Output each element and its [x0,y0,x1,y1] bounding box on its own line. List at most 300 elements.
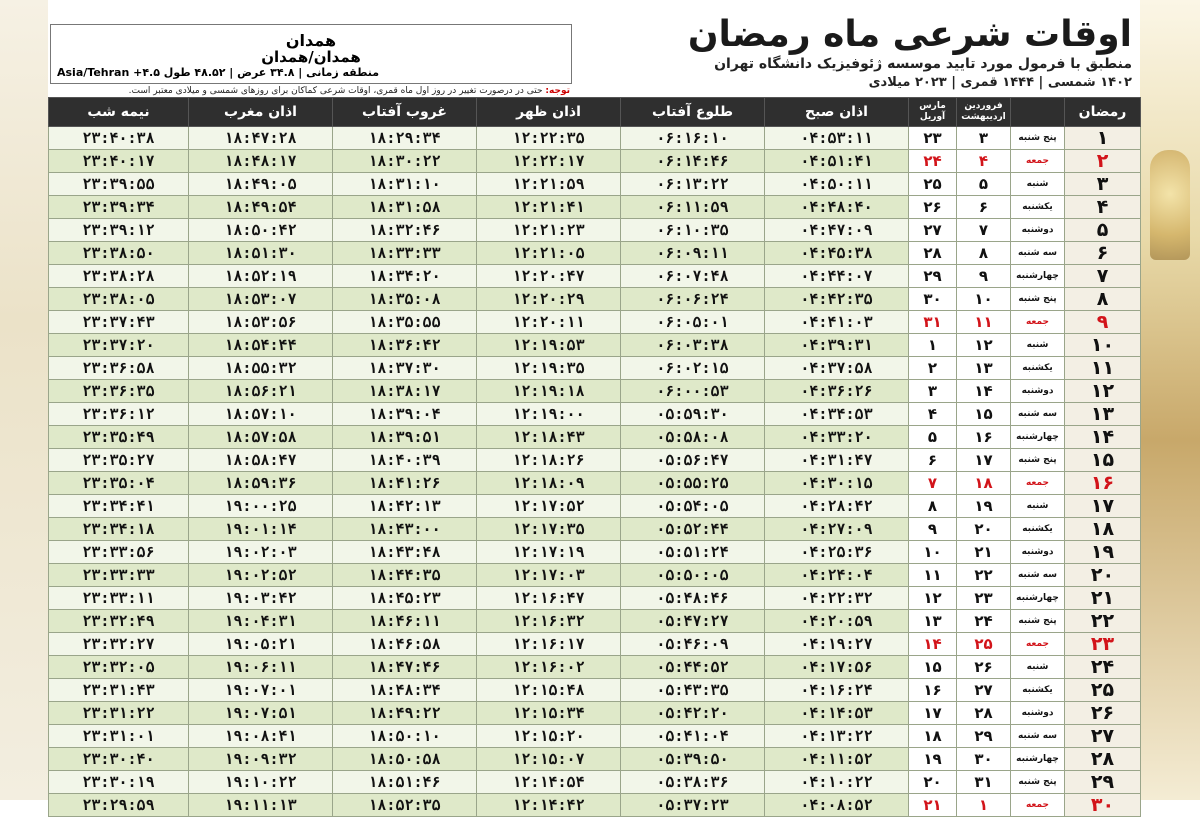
sunrise-time: ۰۶:۱۰:۳۵ [621,219,765,242]
ramadan-day: ۲۶ [1065,702,1141,725]
dhuhr-time: ۱۲:۱۵:۳۴ [477,702,621,725]
maghrib-time: ۱۸:۵۰:۴۲ [189,219,333,242]
march-day: ۲۶ [909,196,957,219]
ramadan-day: ۱۱ [1065,357,1141,380]
farvardin-day: ۱۲ [957,334,1011,357]
sunrise-time: ۰۵:۴۳:۳۵ [621,679,765,702]
weekday: یکشنبه [1011,518,1065,541]
city-name: همدان [285,31,337,50]
farvardin-day: ۹ [957,265,1011,288]
table-row [49,334,1141,357]
dhuhr-time: ۱۲:۲۱:۰۵ [477,242,621,265]
sunset-time: ۱۸:۴۷:۴۶ [333,656,477,679]
midnight-time: ۲۳:۳۵:۰۴ [49,472,189,495]
fajr-time: ۰۴:۴۵:۳۸ [765,242,909,265]
page-subtitle: منطبق با فرمول مورد تایید موسسه ژئوفیزیک دانشگاه تهران [714,56,1132,72]
sunset-time: ۱۸:۴۵:۲۳ [333,587,477,610]
weekday: چهارشنبه [1011,587,1065,610]
midnight-time: ۲۳:۳۹:۵۵ [49,173,189,196]
maghrib-time: ۱۸:۵۱:۳۰ [189,242,333,265]
fajr-time: ۰۴:۴۱:۰۳ [765,311,909,334]
maghrib-time: ۱۹:۰۳:۴۲ [189,587,333,610]
midnight-time: ۲۳:۳۲:۲۷ [49,633,189,656]
dhuhr-time: ۱۲:۱۹:۰۰ [477,403,621,426]
table-row [49,518,1141,541]
farvardin-day: ۸ [957,242,1011,265]
table-row [49,357,1141,380]
fajr-time: ۰۴:۲۵:۳۶ [765,541,909,564]
farvardin-day: ۳ [957,127,1011,150]
table-row [49,173,1141,196]
sunrise-time: ۰۶:۱۴:۴۶ [621,150,765,173]
march-day: ۱۴ [909,633,957,656]
weekday: دوشنبه [1011,702,1065,725]
march-day: ۱۱ [909,564,957,587]
midnight-time: ۲۳:۳۵:۲۷ [49,449,189,472]
fajr-time: ۰۴:۴۴:۰۷ [765,265,909,288]
midnight-time: ۲۳:۳۴:۱۸ [49,518,189,541]
ramadan-day: ۱۹ [1065,541,1141,564]
maghrib-time: ۱۸:۵۷:۱۰ [189,403,333,426]
ramadan-day: ۲۵ [1065,679,1141,702]
march-day: ۲۰ [909,771,957,794]
march-day: ۲۷ [909,219,957,242]
sunrise-time: ۰۵:۴۴:۵۲ [621,656,765,679]
sunset-time: ۱۸:۳۱:۵۸ [333,196,477,219]
fajr-time: ۰۴:۳۹:۳۱ [765,334,909,357]
weekday: پنج شنبه [1011,449,1065,472]
midnight-time: ۲۳:۳۲:۰۵ [49,656,189,679]
dhuhr-time: ۱۲:۲۰:۴۷ [477,265,621,288]
table-row [49,127,1141,150]
march-day: ۲۴ [909,150,957,173]
midnight-time: ۲۳:۳۴:۴۱ [49,495,189,518]
dhuhr-time: ۱۲:۱۸:۴۳ [477,426,621,449]
ramadan-day: ۱۰ [1065,334,1141,357]
ramadan-day: ۹ [1065,311,1141,334]
dhuhr-time: ۱۲:۱۴:۵۴ [477,771,621,794]
midnight-time: ۲۳:۳۵:۴۹ [49,426,189,449]
ramadan-day: ۵ [1065,219,1141,242]
sunset-time: ۱۸:۳۹:۵۱ [333,426,477,449]
midnight-time: ۲۳:۴۰:۳۸ [49,127,189,150]
fajr-time: ۰۴:۱۷:۵۶ [765,656,909,679]
ramadan-day: ۱۵ [1065,449,1141,472]
farvardin-day: ۱۵ [957,403,1011,426]
fajr-time: ۰۴:۳۰:۱۵ [765,472,909,495]
sunrise-time: ۰۵:۵۱:۲۴ [621,541,765,564]
weekday: سه شنبه [1011,403,1065,426]
weekday: یکشنبه [1011,679,1065,702]
weekday: جمعه [1011,311,1065,334]
midnight-time: ۲۳:۳۶:۳۵ [49,380,189,403]
table-row [49,794,1141,817]
maghrib-time: ۱۹:۰۰:۲۵ [189,495,333,518]
table-row [49,587,1141,610]
table-row [49,449,1141,472]
fajr-time: ۰۴:۲۷:۰۹ [765,518,909,541]
maghrib-time: ۱۹:۰۹:۳۲ [189,748,333,771]
sunrise-time: ۰۵:۴۱:۰۴ [621,725,765,748]
fajr-time: ۰۴:۳۴:۵۳ [765,403,909,426]
midnight-time: ۲۳:۲۹:۵۹ [49,794,189,817]
header-weekday [1011,98,1065,127]
sunset-time: ۱۸:۳۳:۳۳ [333,242,477,265]
header-sunrise: طلوع آفتاب [621,98,765,127]
midnight-time: ۲۳:۳۹:۳۴ [49,196,189,219]
header-fajr: اذان صبح [765,98,909,127]
sunset-time: ۱۸:۴۳:۰۰ [333,518,477,541]
ramadan-day: ۲۷ [1065,725,1141,748]
sunrise-time: ۰۵:۴۶:۰۹ [621,633,765,656]
table-row [49,311,1141,334]
farvardin-day: ۱۱ [957,311,1011,334]
maghrib-time: ۱۸:۵۹:۳۶ [189,472,333,495]
farvardin-day: ۲۶ [957,656,1011,679]
sunset-time: ۱۸:۴۳:۴۸ [333,541,477,564]
dhuhr-time: ۱۲:۲۰:۱۱ [477,311,621,334]
maghrib-time: ۱۹:۰۸:۴۱ [189,725,333,748]
weekday: یکشنبه [1011,196,1065,219]
table-row [49,288,1141,311]
maghrib-time: ۱۹:۰۴:۳۱ [189,610,333,633]
ramadan-day: ۱۴ [1065,426,1141,449]
lantern-icon [1150,150,1190,260]
sunrise-time: ۰۶:۰۵:۰۱ [621,311,765,334]
fajr-time: ۰۴:۳۶:۲۶ [765,380,909,403]
header-ramadan: رمضان [1065,98,1141,127]
table-row [49,702,1141,725]
sunrise-time: ۰۵:۵۰:۰۵ [621,564,765,587]
sunrise-time: ۰۶:۱۱:۵۹ [621,196,765,219]
ramadan-day: ۸ [1065,288,1141,311]
table-row [49,679,1141,702]
table-row [49,265,1141,288]
sunrise-time: ۰۵:۵۴:۰۵ [621,495,765,518]
maghrib-time: ۱۹:۰۱:۱۴ [189,518,333,541]
calendar-years: ۱۴۰۲ شمسی | ۱۴۴۴ قمری | ۲۰۲۳ میلادی [868,75,1132,90]
ramadan-day: ۲۹ [1065,771,1141,794]
farvardin-day: ۷ [957,219,1011,242]
weekday: چهارشنبه [1011,426,1065,449]
sunrise-time: ۰۶:۱۶:۱۰ [621,127,765,150]
march-day: ۳۱ [909,311,957,334]
dhuhr-time: ۱۲:۱۹:۱۸ [477,380,621,403]
midnight-time: ۲۳:۳۶:۵۸ [49,357,189,380]
table-row [49,564,1141,587]
march-day: ۶ [909,449,957,472]
ramadan-day: ۱۲ [1065,380,1141,403]
farvardin-day: ۲۵ [957,633,1011,656]
farvardin-day: ۱۰ [957,288,1011,311]
ramadan-day: ۳۰ [1065,794,1141,817]
dhuhr-time: ۱۲:۲۲:۱۷ [477,150,621,173]
weekday: پنج شنبه [1011,610,1065,633]
ramadan-day: ۲ [1065,150,1141,173]
note-text: حتی در درصورت تغییر در روز اول ماه قمری، اوقات شرعی کماکان برای روزهای شمسی و میلادی معتبر است. [128,86,543,96]
table-row [49,426,1141,449]
maghrib-time: ۱۹:۰۶:۱۱ [189,656,333,679]
midnight-time: ۲۳:۳۳:۵۶ [49,541,189,564]
dhuhr-time: ۱۲:۱۷:۰۳ [477,564,621,587]
sunrise-time: ۰۶:۰۳:۳۸ [621,334,765,357]
farvardin-day: ۲۱ [957,541,1011,564]
weekday: جمعه [1011,472,1065,495]
midnight-time: ۲۳:۳۸:۰۵ [49,288,189,311]
dhuhr-time: ۱۲:۱۶:۳۲ [477,610,621,633]
dhuhr-time: ۱۲:۱۶:۴۷ [477,587,621,610]
midnight-time: ۲۳:۳۰:۱۹ [49,771,189,794]
city-coordinates: Asia/Tehran +۴.۵ منطقه زمانی | ۳۴.۸ عرض | ۴۸.۵۲ طول [57,66,380,79]
ramadan-day: ۱۶ [1065,472,1141,495]
farvardin-day: ۲۰ [957,518,1011,541]
left-decoration [0,0,48,800]
farvardin-day: ۲۹ [957,725,1011,748]
farvardin-day: ۳۰ [957,748,1011,771]
sunrise-time: ۰۵:۵۵:۲۵ [621,472,765,495]
dhuhr-time: ۱۲:۱۹:۵۳ [477,334,621,357]
fajr-time: ۰۴:۱۳:۲۲ [765,725,909,748]
march-day: ۸ [909,495,957,518]
dhuhr-time: ۱۲:۲۰:۲۹ [477,288,621,311]
farvardin-day: ۶ [957,196,1011,219]
sunset-time: ۱۸:۳۵:۰۸ [333,288,477,311]
farvardin-day: ۲۷ [957,679,1011,702]
header [48,0,1140,100]
header-maghrib: اذان مغرب [189,98,333,127]
fajr-time: ۰۴:۱۱:۵۲ [765,748,909,771]
weekday: شنبه [1011,334,1065,357]
march-day: ۹ [909,518,957,541]
maghrib-time: ۱۸:۵۳:۰۷ [189,288,333,311]
sunrise-time: ۰۵:۵۶:۴۷ [621,449,765,472]
city-info-box [50,24,572,84]
sunrise-time: ۰۵:۵۹:۳۰ [621,403,765,426]
sunset-time: ۱۸:۵۰:۵۸ [333,748,477,771]
dhuhr-time: ۱۲:۱۵:۲۰ [477,725,621,748]
weekday: یکشنبه [1011,357,1065,380]
table-row [49,472,1141,495]
sunset-time: ۱۸:۴۸:۳۴ [333,679,477,702]
sunrise-time: ۰۵:۴۸:۴۶ [621,587,765,610]
dhuhr-time: ۱۲:۲۱:۵۹ [477,173,621,196]
sunset-time: ۱۸:۵۲:۳۵ [333,794,477,817]
sunset-time: ۱۸:۳۸:۱۷ [333,380,477,403]
weekday: پنج شنبه [1011,288,1065,311]
march-day: ۱۶ [909,679,957,702]
maghrib-time: ۱۹:۱۰:۲۲ [189,771,333,794]
midnight-time: ۲۳:۳۱:۲۲ [49,702,189,725]
fajr-time: ۰۴:۴۷:۰۹ [765,219,909,242]
fajr-time: ۰۴:۱۰:۲۲ [765,771,909,794]
farvardin-day: ۵ [957,173,1011,196]
maghrib-time: ۱۹:۰۲:۰۳ [189,541,333,564]
sunset-time: ۱۸:۵۰:۱۰ [333,725,477,748]
farvardin-day: ۱۷ [957,449,1011,472]
midnight-time: ۲۳:۳۰:۴۰ [49,748,189,771]
farvardin-day: ۱۶ [957,426,1011,449]
dhuhr-time: ۱۲:۲۱:۴۱ [477,196,621,219]
maghrib-time: ۱۹:۰۵:۲۱ [189,633,333,656]
weekday: پنج شنبه [1011,771,1065,794]
note-label: توجه: [545,86,570,96]
farvardin-day: ۱۸ [957,472,1011,495]
farvardin-day: ۱۳ [957,357,1011,380]
maghrib-time: ۱۸:۵۸:۴۷ [189,449,333,472]
ramadan-day: ۲۴ [1065,656,1141,679]
farvardin-day: ۲۲ [957,564,1011,587]
farvardin-day: ۲۸ [957,702,1011,725]
dhuhr-time: ۱۲:۱۷:۳۵ [477,518,621,541]
march-day: ۲۵ [909,173,957,196]
sunset-time: ۱۸:۵۱:۴۶ [333,771,477,794]
sunset-time: ۱۸:۳۲:۴۶ [333,219,477,242]
ramadan-day: ۲۳ [1065,633,1141,656]
farvardin-day: ۱ [957,794,1011,817]
dhuhr-time: ۱۲:۱۵:۰۷ [477,748,621,771]
table-row [49,541,1141,564]
weekday: شنبه [1011,495,1065,518]
maghrib-time: ۱۸:۵۲:۱۹ [189,265,333,288]
fajr-time: ۰۴:۰۸:۵۲ [765,794,909,817]
sunrise-time: ۰۶:۰۶:۲۴ [621,288,765,311]
midnight-time: ۲۳:۳۲:۴۹ [49,610,189,633]
weekday: چهارشنبه [1011,265,1065,288]
weekday: سه شنبه [1011,242,1065,265]
sunrise-time: ۰۵:۴۲:۲۰ [621,702,765,725]
march-day: ۱۰ [909,541,957,564]
march-day: ۲۹ [909,265,957,288]
ramadan-day: ۱۷ [1065,495,1141,518]
ramadan-day: ۴ [1065,196,1141,219]
sunrise-time: ۰۶:۱۳:۲۲ [621,173,765,196]
table-row [49,748,1141,771]
maghrib-time: ۱۸:۴۸:۱۷ [189,150,333,173]
weekday: دوشنبه [1011,380,1065,403]
farvardin-day: ۱۴ [957,380,1011,403]
sunrise-time: ۰۶:۰۰:۵۳ [621,380,765,403]
maghrib-time: ۱۸:۵۳:۵۶ [189,311,333,334]
midnight-time: ۲۳:۳۳:۱۱ [49,587,189,610]
weekday: دوشنبه [1011,541,1065,564]
ramadan-day: ۱۳ [1065,403,1141,426]
table-row [49,403,1141,426]
maghrib-time: ۱۹:۱۱:۱۳ [189,794,333,817]
sunset-time: ۱۸:۴۴:۳۵ [333,564,477,587]
header-dhuhr: اذان ظهر [477,98,621,127]
maghrib-time: ۱۸:۴۹:۰۵ [189,173,333,196]
march-day: ۳۰ [909,288,957,311]
ramadan-day: ۲۸ [1065,748,1141,771]
ramadan-day: ۱۸ [1065,518,1141,541]
dhuhr-time: ۱۲:۲۱:۲۳ [477,219,621,242]
march-day: ۱۳ [909,610,957,633]
table-row [49,196,1141,219]
table-row [49,633,1141,656]
maghrib-time: ۱۸:۴۷:۲۸ [189,127,333,150]
table-row [49,242,1141,265]
table-row [49,656,1141,679]
ramadan-day: ۱ [1065,127,1141,150]
dhuhr-time: ۱۲:۱۷:۱۹ [477,541,621,564]
maghrib-time: ۱۸:۴۹:۵۴ [189,196,333,219]
ramadan-day: ۶ [1065,242,1141,265]
table-row [49,771,1141,794]
march-day: ۱۸ [909,725,957,748]
farvardin-day: ۱۹ [957,495,1011,518]
maghrib-time: ۱۹:۰۲:۵۲ [189,564,333,587]
sunset-time: ۱۸:۴۶:۵۸ [333,633,477,656]
maghrib-time: ۱۹:۰۷:۵۱ [189,702,333,725]
fajr-time: ۰۴:۴۲:۳۵ [765,288,909,311]
maghrib-time: ۱۸:۵۵:۳۲ [189,357,333,380]
sunrise-time: ۰۵:۳۸:۳۶ [621,771,765,794]
march-day: ۲۸ [909,242,957,265]
sunset-time: ۱۸:۴۱:۲۶ [333,472,477,495]
dhuhr-time: ۱۲:۱۶:۱۷ [477,633,621,656]
dhuhr-time: ۱۲:۱۴:۴۲ [477,794,621,817]
march-day: ۵ [909,426,957,449]
fajr-time: ۰۴:۲۸:۴۲ [765,495,909,518]
sunrise-time: ۰۶:۰۹:۱۱ [621,242,765,265]
farvardin-day: ۲۴ [957,610,1011,633]
fajr-time: ۰۴:۱۶:۲۴ [765,679,909,702]
table-row [49,380,1141,403]
maghrib-time: ۱۸:۵۶:۲۱ [189,380,333,403]
sunrise-time: ۰۵:۴۷:۲۷ [621,610,765,633]
weekday: جمعه [1011,633,1065,656]
sunset-time: ۱۸:۳۱:۱۰ [333,173,477,196]
midnight-time: ۲۳:۳۶:۱۲ [49,403,189,426]
header-march: مارس آوریل [909,98,957,127]
page-title: اوقات شرعی ماه رمضان [687,14,1132,55]
sunset-time: ۱۸:۳۷:۳۰ [333,357,477,380]
midnight-time: ۲۳:۳۱:۴۳ [49,679,189,702]
sunset-time: ۱۸:۳۰:۲۲ [333,150,477,173]
sunset-time: ۱۸:۴۰:۳۹ [333,449,477,472]
march-day: ۱۹ [909,748,957,771]
sunset-time: ۱۸:۴۲:۱۳ [333,495,477,518]
ramadan-day: ۲۰ [1065,564,1141,587]
sunset-time: ۱۸:۴۶:۱۱ [333,610,477,633]
march-day: ۴ [909,403,957,426]
midnight-time: ۲۳:۳۷:۲۰ [49,334,189,357]
dhuhr-time: ۱۲:۲۲:۳۵ [477,127,621,150]
table-header [49,98,1141,127]
dhuhr-time: ۱۲:۱۸:۰۹ [477,472,621,495]
fajr-time: ۰۴:۳۷:۵۸ [765,357,909,380]
dhuhr-time: ۱۲:۱۸:۲۶ [477,449,621,472]
fajr-time: ۰۴:۲۰:۵۹ [765,610,909,633]
ramadan-day: ۲۱ [1065,587,1141,610]
sunset-time: ۱۸:۳۶:۴۲ [333,334,477,357]
right-decoration [1140,0,1200,800]
dhuhr-time: ۱۲:۱۵:۴۸ [477,679,621,702]
dhuhr-time: ۱۲:۱۹:۳۵ [477,357,621,380]
table-row [49,150,1141,173]
weekday: جمعه [1011,794,1065,817]
table-row [49,495,1141,518]
midnight-time: ۲۳:۴۰:۱۷ [49,150,189,173]
sunrise-time: ۰۵:۵۸:۰۸ [621,426,765,449]
weekday: سه شنبه [1011,564,1065,587]
dhuhr-time: ۱۲:۱۷:۵۲ [477,495,621,518]
sunset-time: ۱۸:۳۵:۵۵ [333,311,477,334]
weekday: شنبه [1011,173,1065,196]
farvardin-day: ۲۳ [957,587,1011,610]
farvardin-day: ۳۱ [957,771,1011,794]
maghrib-time: ۱۸:۵۴:۴۴ [189,334,333,357]
